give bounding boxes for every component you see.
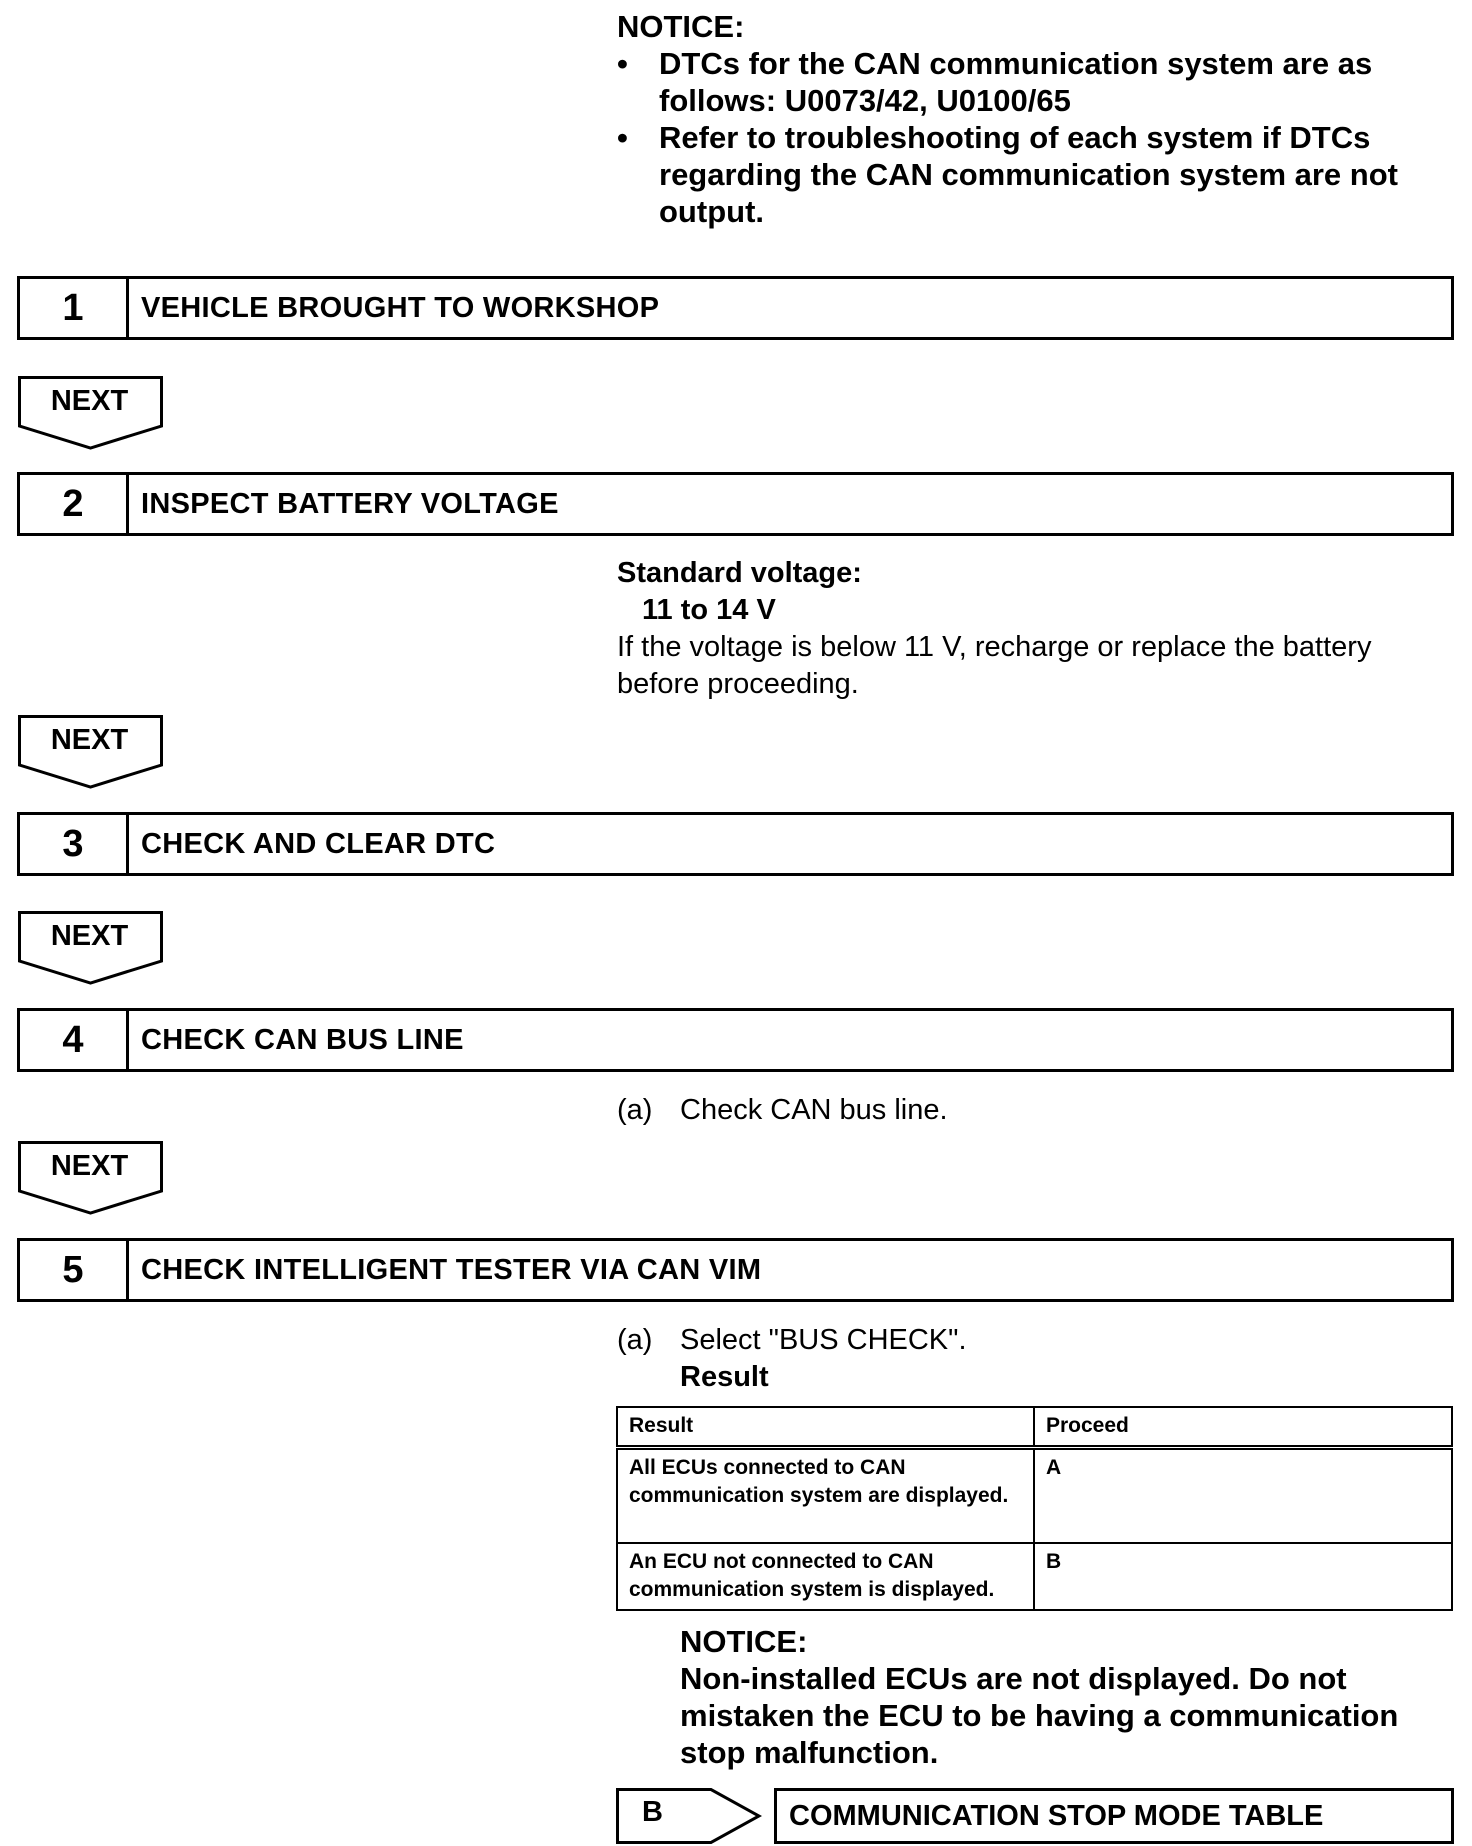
step-number: 5 — [20, 1241, 129, 1299]
step-2-detail — [617, 555, 1447, 703]
step-title: CHECK AND CLEAR DTC — [141, 827, 496, 860]
step-4-detail — [617, 1092, 1447, 1129]
result-table — [616, 1406, 1453, 1611]
branch-label: B — [642, 1796, 663, 1828]
next-label: NEXT — [50, 385, 129, 417]
step-2-header — [17, 472, 1454, 536]
next-label: NEXT — [50, 920, 129, 952]
step-5-header — [17, 1238, 1454, 1302]
step-number: 3 — [20, 815, 129, 873]
result-heading: Result — [680, 1361, 769, 1393]
step-5-notice — [680, 1623, 1420, 1771]
bullet-icon: • — [617, 120, 628, 155]
step-number: 1 — [20, 279, 129, 337]
proceed-cell: B — [1034, 1543, 1452, 1610]
notice-bullet-text: Refer to troubleshooting of each system if DTCs regarding the CAN communication system are not output. — [659, 120, 1398, 229]
step-title: CHECK CAN BUS LINE — [141, 1023, 464, 1056]
step-title: VEHICLE BROUGHT TO WORKSHOP — [141, 291, 660, 324]
item-marker: (a) — [617, 1324, 653, 1356]
column-header-result: Result — [617, 1407, 1034, 1448]
proceed-cell: A — [1034, 1448, 1452, 1543]
notice-bullets — [617, 45, 1417, 230]
step-1-header — [17, 276, 1454, 340]
notice-bullet — [617, 119, 1417, 230]
next-arrow — [18, 1141, 164, 1216]
top-notice — [617, 8, 1417, 230]
table-row — [617, 1543, 1452, 1610]
notice-title: NOTICE: — [680, 1624, 808, 1659]
standard-voltage-value: 11 to 14 V — [642, 594, 776, 626]
column-header-proceed: Proceed — [1034, 1407, 1452, 1448]
step-number: 4 — [20, 1011, 129, 1069]
step-3-header — [17, 812, 1454, 876]
branch-target-box[interactable] — [774, 1788, 1454, 1844]
step-5-detail — [617, 1322, 1447, 1396]
step-5-instruction: Select "BUS CHECK". — [680, 1324, 967, 1356]
result-cell: All ECUs connected to CAN communication system are displayed. — [617, 1448, 1034, 1543]
notice-title: NOTICE: — [617, 9, 745, 44]
next-label: NEXT — [50, 724, 129, 756]
item-marker: (a) — [617, 1094, 653, 1126]
step-title: CHECK INTELLIGENT TESTER VIA CAN VIM — [141, 1253, 762, 1286]
notice-bullet — [617, 45, 1417, 119]
table-header-row — [617, 1407, 1452, 1448]
step-5-instruction-row — [617, 1322, 1447, 1359]
bullet-icon: • — [617, 46, 628, 81]
table-row — [617, 1448, 1452, 1543]
standard-voltage-label: Standard voltage: — [617, 557, 862, 589]
next-arrow — [18, 376, 164, 451]
next-label: NEXT — [50, 1150, 129, 1182]
voltage-note: If the voltage is below 11 V, recharge or replace the battery before proceeding. — [617, 631, 1372, 700]
step-4-instruction: Check CAN bus line. — [680, 1094, 948, 1126]
step-4-header — [17, 1008, 1454, 1072]
step-number: 2 — [20, 475, 129, 533]
next-arrow — [18, 911, 164, 986]
branch-target-link[interactable]: COMMUNICATION STOP MODE TABLE — [789, 1799, 1324, 1832]
next-arrow — [18, 715, 164, 790]
notice-bullet-text: DTCs for the CAN communication system are as follows: U0073/42, U0100/65 — [659, 46, 1373, 118]
step-title: INSPECT BATTERY VOLTAGE — [141, 487, 559, 520]
branch-arrow-icon — [616, 1788, 762, 1846]
result-cell: An ECU not connected to CAN communication system is displayed. — [617, 1543, 1034, 1610]
notice-text: Non-installed ECUs are not displayed. Do not mistaken the ECU to be having a communication stop malfunction. — [680, 1661, 1399, 1770]
branch-b-arrow — [616, 1788, 762, 1846]
